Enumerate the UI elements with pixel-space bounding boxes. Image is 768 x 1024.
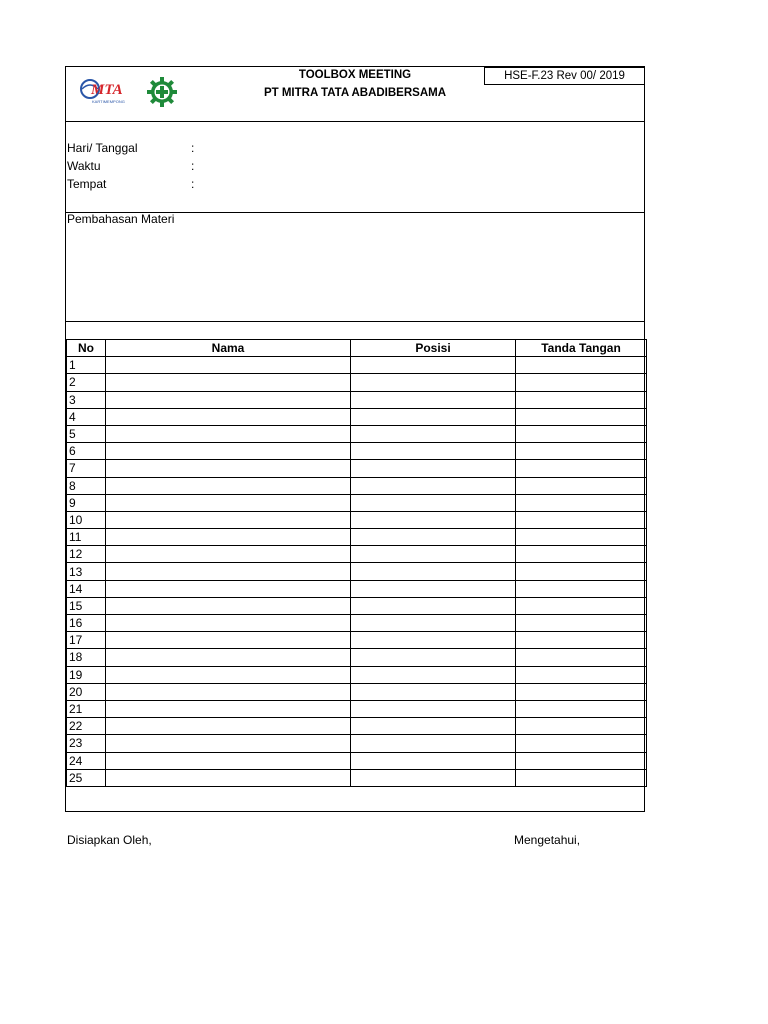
row-no: 13 xyxy=(67,563,106,580)
row-no: 17 xyxy=(67,632,106,649)
row-tanda-tangan[interactable] xyxy=(516,769,647,786)
row-nama[interactable] xyxy=(106,425,351,442)
row-nama[interactable] xyxy=(106,632,351,649)
row-tanda-tangan[interactable] xyxy=(516,718,647,735)
row-no: 24 xyxy=(67,752,106,769)
row-nama[interactable] xyxy=(106,752,351,769)
divider-header xyxy=(66,121,644,122)
materi-label: Pembahasan Materi xyxy=(67,212,175,226)
field-label-date: Hari/ Tanggal xyxy=(67,141,138,155)
table-row xyxy=(67,460,647,477)
row-posisi[interactable] xyxy=(351,460,516,477)
row-tanda-tangan[interactable] xyxy=(516,580,647,597)
row-no: 10 xyxy=(67,511,106,528)
table-row xyxy=(67,546,647,563)
row-posisi[interactable] xyxy=(351,735,516,752)
table-row xyxy=(67,511,647,528)
row-tanda-tangan[interactable] xyxy=(516,735,647,752)
row-nama[interactable] xyxy=(106,683,351,700)
table-row xyxy=(67,391,647,408)
table-row xyxy=(67,494,647,511)
row-tanda-tangan[interactable] xyxy=(516,563,647,580)
row-nama[interactable] xyxy=(106,477,351,494)
row-tanda-tangan[interactable] xyxy=(516,752,647,769)
row-no: 6 xyxy=(67,443,106,460)
table-row xyxy=(67,649,647,666)
row-posisi[interactable] xyxy=(351,443,516,460)
table-row xyxy=(67,597,647,614)
row-nama[interactable] xyxy=(106,563,351,580)
row-no: 11 xyxy=(67,529,106,546)
row-nama[interactable] xyxy=(106,666,351,683)
row-nama[interactable] xyxy=(106,649,351,666)
row-tanda-tangan[interactable] xyxy=(516,632,647,649)
row-no: 1 xyxy=(67,357,106,374)
row-posisi[interactable] xyxy=(351,374,516,391)
acknowledged-label: Mengetahui, xyxy=(514,833,581,847)
row-nama[interactable] xyxy=(106,700,351,717)
row-tanda-tangan[interactable] xyxy=(516,615,647,632)
row-no: 21 xyxy=(67,700,106,717)
row-posisi[interactable] xyxy=(351,477,516,494)
row-posisi[interactable] xyxy=(351,632,516,649)
table-row xyxy=(67,580,647,597)
form-code: HSE-F.23 Rev 00/ 2019 xyxy=(484,67,645,85)
row-tanda-tangan[interactable] xyxy=(516,425,647,442)
company-name: PT MITRA TATA ABADIBERSAMA xyxy=(263,87,447,99)
row-no: 20 xyxy=(67,683,106,700)
row-tanda-tangan[interactable] xyxy=(516,443,647,460)
row-tanda-tangan[interactable] xyxy=(516,666,647,683)
table-row xyxy=(67,615,647,632)
row-posisi[interactable] xyxy=(351,425,516,442)
table-row xyxy=(67,718,647,735)
header-tanda-tangan: Tanda Tangan xyxy=(516,340,647,357)
row-nama[interactable] xyxy=(106,511,351,528)
table-row xyxy=(67,374,647,391)
mta-logo-subtext: KARTIMEMPONG xyxy=(92,99,125,104)
row-posisi[interactable] xyxy=(351,529,516,546)
row-tanda-tangan[interactable] xyxy=(516,494,647,511)
row-no: 25 xyxy=(67,769,106,786)
field-colon-place: : xyxy=(191,177,195,191)
row-no: 9 xyxy=(67,494,106,511)
row-no: 12 xyxy=(67,546,106,563)
row-posisi[interactable] xyxy=(351,546,516,563)
table-row xyxy=(67,443,647,460)
row-posisi[interactable] xyxy=(351,511,516,528)
row-posisi[interactable] xyxy=(351,666,516,683)
row-tanda-tangan[interactable] xyxy=(516,477,647,494)
row-posisi[interactable] xyxy=(351,769,516,786)
row-tanda-tangan[interactable] xyxy=(516,597,647,614)
row-nama[interactable] xyxy=(106,357,351,374)
row-no: 18 xyxy=(67,649,106,666)
row-posisi[interactable] xyxy=(351,408,516,425)
row-nama[interactable] xyxy=(106,597,351,614)
row-posisi[interactable] xyxy=(351,597,516,614)
row-nama[interactable] xyxy=(106,408,351,425)
row-nama[interactable] xyxy=(106,460,351,477)
table-row xyxy=(67,683,647,700)
divider-materi xyxy=(66,321,644,322)
attendance-body xyxy=(67,357,647,787)
row-tanda-tangan[interactable] xyxy=(516,391,647,408)
row-posisi[interactable] xyxy=(351,580,516,597)
row-posisi[interactable] xyxy=(351,494,516,511)
row-tanda-tangan[interactable] xyxy=(516,649,647,666)
table-row xyxy=(67,666,647,683)
header-no: No xyxy=(67,340,106,357)
row-nama[interactable] xyxy=(106,494,351,511)
row-posisi[interactable] xyxy=(351,563,516,580)
row-no: 3 xyxy=(67,391,106,408)
row-tanda-tangan[interactable] xyxy=(516,546,647,563)
row-no: 19 xyxy=(67,666,106,683)
row-nama[interactable] xyxy=(106,769,351,786)
row-no: 7 xyxy=(67,460,106,477)
row-posisi[interactable] xyxy=(351,700,516,717)
row-no: 15 xyxy=(67,597,106,614)
row-posisi[interactable] xyxy=(351,649,516,666)
table-row xyxy=(67,357,647,374)
row-posisi[interactable] xyxy=(351,357,516,374)
row-tanda-tangan[interactable] xyxy=(516,683,647,700)
table-row xyxy=(67,425,647,442)
field-colon-date: : xyxy=(191,141,195,155)
row-posisi[interactable] xyxy=(351,391,516,408)
row-no: 22 xyxy=(67,718,106,735)
table-row xyxy=(67,477,647,494)
table-row xyxy=(67,408,647,425)
header-posisi: Posisi xyxy=(351,340,516,357)
row-no: 14 xyxy=(67,580,106,597)
field-colon-time: : xyxy=(191,159,195,173)
table-row xyxy=(67,529,647,546)
row-no: 23 xyxy=(67,735,106,752)
row-no: 2 xyxy=(67,374,106,391)
row-no: 4 xyxy=(67,408,106,425)
row-nama[interactable] xyxy=(106,391,351,408)
row-tanda-tangan[interactable] xyxy=(516,408,647,425)
row-no: 16 xyxy=(67,615,106,632)
row-nama[interactable] xyxy=(106,443,351,460)
row-nama[interactable] xyxy=(106,615,351,632)
table-row xyxy=(67,700,647,717)
row-posisi[interactable] xyxy=(351,683,516,700)
table-row xyxy=(67,752,647,769)
row-posisi[interactable] xyxy=(351,615,516,632)
row-nama[interactable] xyxy=(106,718,351,735)
row-tanda-tangan[interactable] xyxy=(516,700,647,717)
row-tanda-tangan[interactable] xyxy=(516,511,647,528)
row-nama[interactable] xyxy=(106,735,351,752)
prepared-by-label: Disiapkan Oleh, xyxy=(67,833,152,847)
table-row xyxy=(67,769,647,786)
row-posisi[interactable] xyxy=(351,718,516,735)
row-nama[interactable] xyxy=(106,546,351,563)
row-tanda-tangan[interactable] xyxy=(516,529,647,546)
row-nama[interactable] xyxy=(106,580,351,597)
form-sheet xyxy=(65,66,645,812)
row-nama[interactable] xyxy=(106,374,351,391)
form-title: TOOLBOX MEETING xyxy=(298,69,412,81)
attendance-table xyxy=(66,339,647,787)
header-nama: Nama xyxy=(106,340,351,357)
field-label-time: Waktu xyxy=(67,159,101,173)
table-row xyxy=(67,632,647,649)
row-tanda-tangan[interactable] xyxy=(516,460,647,477)
row-no: 8 xyxy=(67,477,106,494)
row-tanda-tangan[interactable] xyxy=(516,374,647,391)
row-no: 5 xyxy=(67,425,106,442)
row-posisi[interactable] xyxy=(351,752,516,769)
field-label-place: Tempat xyxy=(67,177,107,191)
mta-logo-text: MTA xyxy=(91,82,123,98)
table-header-row xyxy=(67,340,647,357)
row-tanda-tangan[interactable] xyxy=(516,357,647,374)
row-nama[interactable] xyxy=(106,529,351,546)
table-row xyxy=(67,735,647,752)
table-row xyxy=(67,563,647,580)
